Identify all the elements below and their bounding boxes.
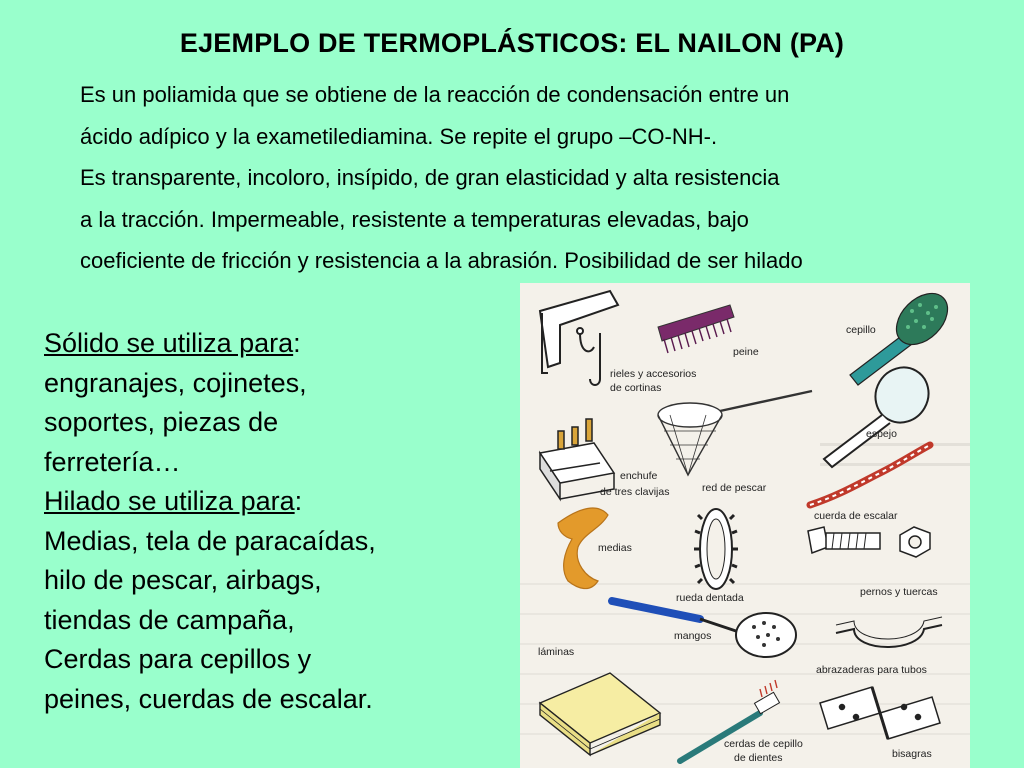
label-peine: peine <box>733 346 759 358</box>
label-enchufe-2: de tres clavijas <box>600 486 670 498</box>
label-rueda: rueda dentada <box>676 592 744 604</box>
pipe-clamp-icon <box>836 617 942 647</box>
intro-line: Es un poliamida que se obtiene de la reacción de condensación entre un <box>80 82 790 107</box>
solid-use-line: engranajes, cojinetes, <box>44 367 307 398</box>
colon: : <box>294 486 303 516</box>
solid-use-line: ferretería… <box>44 446 181 477</box>
comb-icon <box>658 305 734 353</box>
label-medias: medias <box>598 542 632 554</box>
climbing-rope-icon <box>810 445 930 505</box>
label-red: red de pescar <box>702 482 767 494</box>
label-bisagras: bisagras <box>892 748 932 760</box>
plastic-sheets-icon <box>540 673 660 755</box>
label-espejo: espejo <box>866 428 897 440</box>
label-rieles-1: rieles y accesorios <box>610 368 697 380</box>
solid-heading: Sólido se utiliza para <box>44 328 294 358</box>
label-pernos: pernos y tuercas <box>860 586 938 598</box>
label-laminas: láminas <box>538 646 575 658</box>
thread-use-line: hilo de pescar, airbags, <box>44 565 322 595</box>
gear-wheel-icon <box>694 509 738 589</box>
label-cerdas-2: de dientes <box>734 752 783 764</box>
uses-list <box>44 324 494 719</box>
thread-use-line: tiendas de campaña, <box>44 604 295 635</box>
intro-line: a la tracción. Impermeable, resistente a temperaturas elevadas, bajo <box>80 206 749 232</box>
page-title: EJEMPLO DE TERMOPLÁSTICOS: EL NAILON (PA) <box>179 28 845 58</box>
label-cerdas-1: cerdas de cepillo <box>724 738 803 750</box>
label-cepillo: cepillo <box>846 324 876 336</box>
thread-heading: Hilado se utiliza para <box>44 486 295 516</box>
curtain-rail-icon <box>540 291 618 385</box>
intro-line: Es transparente, incoloro, insípido, de gran elasticidad y alta resistencia <box>80 165 780 190</box>
thread-heading-line <box>44 482 494 522</box>
strainer-handle-icon <box>612 601 796 657</box>
fishing-net-icon <box>658 391 812 475</box>
label-abrazaderas: abrazaderas para tubos <box>816 664 927 676</box>
bolt-and-nut-icon <box>808 527 930 557</box>
intro-line: ácido adípico y la exametilediamina. Se repite el grupo –CO-NH-. <box>80 123 718 149</box>
hinge-icon <box>820 687 940 739</box>
colon: : <box>293 328 301 358</box>
thread-use-line: Cerdas para cepillos y <box>44 644 312 674</box>
nylon-products-illustration <box>520 283 970 768</box>
solid-use-line: soportes, piezas de <box>44 407 279 437</box>
label-cuerda: cuerda de escalar <box>814 510 898 522</box>
label-enchufe-1: enchufe <box>620 470 658 482</box>
intro-paragraph <box>80 74 1020 282</box>
solid-heading-line <box>44 324 494 364</box>
intro-line: coeficiente de fricción y resistencia a la abrasión. Posibilidad de ser hilado <box>80 248 803 273</box>
thread-use-line: peines, cuerdas de escalar. <box>44 683 373 714</box>
thread-use-line: Medias, tela de paracaídas, <box>44 525 376 556</box>
label-rieles-2: de cortinas <box>610 382 662 394</box>
label-mangos: mangos <box>674 630 712 642</box>
